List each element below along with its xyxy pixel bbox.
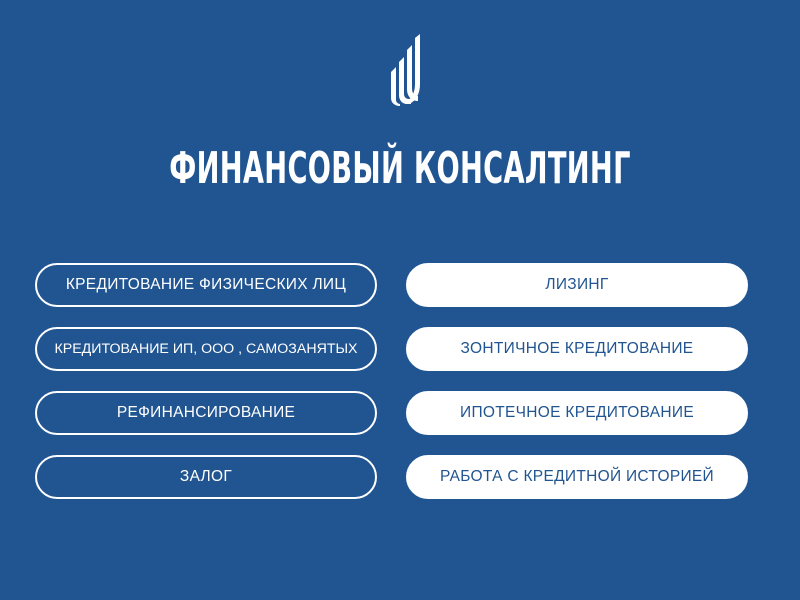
service-button-label: ИПОТЕЧНОЕ КРЕДИТОВАНИЕ — [460, 404, 694, 421]
service-button-label: РАБОТА С КРЕДИТНОЙ ИСТОРИЕЙ — [439, 468, 714, 485]
service-button-credit-history[interactable] — [406, 455, 748, 499]
service-button-umbrella-lending[interactable] — [406, 327, 748, 371]
service-button-label: РЕФИНАНСИРОВАНИЕ — [116, 404, 296, 421]
service-button-refinancing[interactable] — [35, 391, 377, 435]
service-button-individual-loans[interactable] — [35, 263, 377, 307]
service-button-collateral[interactable] — [35, 455, 377, 499]
service-button-label: ЛИЗИНГ — [545, 276, 609, 293]
service-button-label: КРЕДИТОВАНИЕ ФИЗИЧЕСКИХ ЛИЦ — [65, 276, 347, 293]
service-button-label: ЗАЛОГ — [179, 468, 233, 485]
service-button-mortgage[interactable] — [406, 391, 748, 435]
service-button-business-loans[interactable] — [35, 327, 377, 371]
service-button-label: КРЕДИТОВАНИЕ ИП, ООО , САМОЗАНЯТЫХ — [54, 341, 358, 357]
page-title: ФИНАНСОВЫЙ КОНСАЛТИНГ — [169, 143, 631, 194]
service-button-label: ЗОНТИЧНОЕ КРЕДИТОВАНИЕ — [460, 340, 694, 357]
stacked-bars-logo-icon — [385, 34, 425, 106]
service-button-leasing[interactable] — [406, 263, 748, 307]
